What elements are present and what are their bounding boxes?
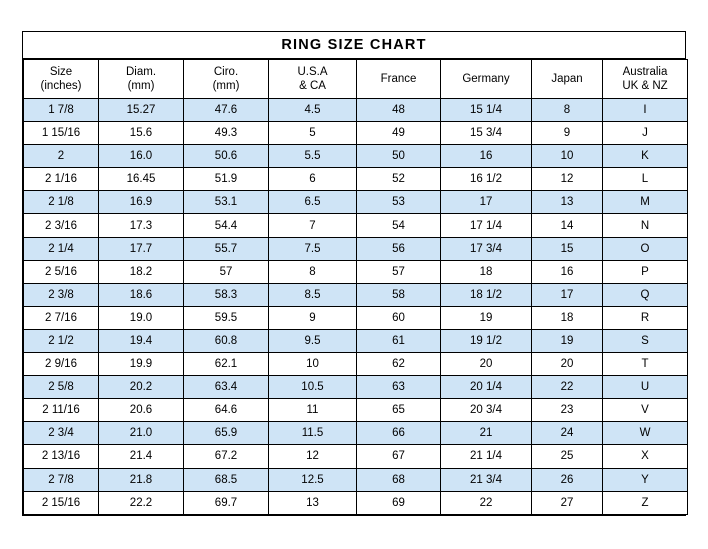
- table-cell: J: [603, 122, 688, 145]
- ring-size-chart: [22, 31, 686, 516]
- table-cell: 9: [269, 306, 357, 329]
- table-cell: 2 1/16: [24, 168, 99, 191]
- table-cell: 49: [357, 122, 441, 145]
- table-cell: 22: [532, 376, 603, 399]
- column-header-5: [441, 60, 532, 99]
- column-header-line-1: Size: [49, 65, 73, 78]
- table-cell: 64.6: [184, 399, 269, 422]
- table-cell: 60: [357, 306, 441, 329]
- table-cell: 21: [441, 422, 532, 445]
- table-cell: 2 5/16: [24, 260, 99, 283]
- table-row: [24, 122, 688, 145]
- table-cell: 19: [532, 329, 603, 352]
- table-cell: 65: [357, 399, 441, 422]
- table-cell: 23: [532, 399, 603, 422]
- table-cell: 17: [441, 191, 532, 214]
- column-header-line-1: U.S.A: [297, 65, 328, 78]
- table-row: [24, 491, 688, 514]
- column-header-0: [24, 60, 99, 99]
- table-row: [24, 468, 688, 491]
- table-cell: 20 1/4: [441, 376, 532, 399]
- column-header-line-2: UK & NZ: [622, 80, 668, 92]
- table-row: [24, 168, 688, 191]
- table-row: [24, 237, 688, 260]
- table-cell: L: [603, 168, 688, 191]
- column-header-line-1: France: [380, 72, 417, 85]
- table-cell: 18: [441, 260, 532, 283]
- table-cell: 26: [532, 468, 603, 491]
- table-cell: 56: [357, 237, 441, 260]
- table-cell: U: [603, 376, 688, 399]
- table-cell: 2 13/16: [24, 445, 99, 468]
- table-cell: 5: [269, 122, 357, 145]
- table-cell: 21.8: [99, 468, 184, 491]
- table-row: [24, 191, 688, 214]
- table-row: [24, 99, 688, 122]
- table-cell: 17.3: [99, 214, 184, 237]
- table-cell: 47.6: [184, 99, 269, 122]
- table-cell: 8: [269, 260, 357, 283]
- table-cell: V: [603, 399, 688, 422]
- table-cell: 2 3/8: [24, 283, 99, 306]
- table-cell: M: [603, 191, 688, 214]
- table-cell: 16.0: [99, 145, 184, 168]
- table-cell: 16: [441, 145, 532, 168]
- table-cell: 67.2: [184, 445, 269, 468]
- table-cell: 50: [357, 145, 441, 168]
- table-header: [24, 60, 688, 99]
- table-cell: 68.5: [184, 468, 269, 491]
- table-cell: K: [603, 145, 688, 168]
- column-header-line-1: Ciro.: [213, 65, 239, 78]
- column-header-line-2: & CA: [299, 80, 326, 92]
- table-cell: 2: [24, 145, 99, 168]
- table-cell: 69.7: [184, 491, 269, 514]
- table-cell: 7.5: [269, 237, 357, 260]
- table-cell: 15 3/4: [441, 122, 532, 145]
- table-cell: W: [603, 422, 688, 445]
- table-cell: T: [603, 353, 688, 376]
- table-row: [24, 399, 688, 422]
- table-cell: 62.1: [184, 353, 269, 376]
- table-cell: 20: [532, 353, 603, 376]
- table-cell: 4.5: [269, 99, 357, 122]
- table-cell: 22: [441, 491, 532, 514]
- table-cell: 17 3/4: [441, 237, 532, 260]
- table-cell: 20.2: [99, 376, 184, 399]
- table-cell: 9.5: [269, 329, 357, 352]
- table-cell: 2 1/8: [24, 191, 99, 214]
- table-cell: X: [603, 445, 688, 468]
- table-cell: 20: [441, 353, 532, 376]
- table-cell: 11: [269, 399, 357, 422]
- table-row: [24, 445, 688, 468]
- table-cell: 1 7/8: [24, 99, 99, 122]
- column-header-line-2: (mm): [127, 80, 155, 92]
- table-cell: 19.9: [99, 353, 184, 376]
- table-cell: 2 1/2: [24, 329, 99, 352]
- table-cell: Y: [603, 468, 688, 491]
- table-cell: 22.2: [99, 491, 184, 514]
- table-cell: 7: [269, 214, 357, 237]
- table-cell: 21 1/4: [441, 445, 532, 468]
- table-cell: 24: [532, 422, 603, 445]
- table-cell: 20.6: [99, 399, 184, 422]
- table-cell: 2 9/16: [24, 353, 99, 376]
- table-cell: 21.0: [99, 422, 184, 445]
- table-row: [24, 260, 688, 283]
- table-cell: 69: [357, 491, 441, 514]
- column-header-line-1: Diam.: [125, 65, 157, 78]
- table-cell: 19.4: [99, 329, 184, 352]
- table-cell: 54: [357, 214, 441, 237]
- table-cell: 18: [532, 306, 603, 329]
- table-cell: I: [603, 99, 688, 122]
- table-cell: 9: [532, 122, 603, 145]
- column-header-4: [357, 60, 441, 99]
- table-cell: 66: [357, 422, 441, 445]
- table-cell: 2 3/16: [24, 214, 99, 237]
- table-cell: 2 5/8: [24, 376, 99, 399]
- table-cell: 8: [532, 99, 603, 122]
- table-cell: 27: [532, 491, 603, 514]
- chart-title: RING SIZE CHART: [23, 32, 685, 59]
- table-cell: 60.8: [184, 329, 269, 352]
- table-cell: 15 1/4: [441, 99, 532, 122]
- column-header-1: [99, 60, 184, 99]
- table-body: [24, 99, 688, 515]
- table-cell: 53.1: [184, 191, 269, 214]
- table-cell: 10.5: [269, 376, 357, 399]
- table-row: [24, 329, 688, 352]
- table-cell: 15.6: [99, 122, 184, 145]
- table-cell: 25: [532, 445, 603, 468]
- table-cell: 2 3/4: [24, 422, 99, 445]
- table-cell: 8.5: [269, 283, 357, 306]
- table-row: [24, 145, 688, 168]
- table-cell: 16 1/2: [441, 168, 532, 191]
- table-cell: 61: [357, 329, 441, 352]
- table-cell: R: [603, 306, 688, 329]
- table-cell: N: [603, 214, 688, 237]
- table-cell: 67: [357, 445, 441, 468]
- table-cell: 68: [357, 468, 441, 491]
- table-cell: 16.9: [99, 191, 184, 214]
- table-cell: 63.4: [184, 376, 269, 399]
- table-cell: 62: [357, 353, 441, 376]
- table-cell: 2 15/16: [24, 491, 99, 514]
- table-cell: 2 1/4: [24, 237, 99, 260]
- column-header-line-2: (mm): [212, 80, 240, 92]
- table-cell: 17: [532, 283, 603, 306]
- table-cell: 1 15/16: [24, 122, 99, 145]
- table-cell: 15: [532, 237, 603, 260]
- table-cell: 2 11/16: [24, 399, 99, 422]
- table-cell: 12: [532, 168, 603, 191]
- table-row: [24, 376, 688, 399]
- table-cell: 65.9: [184, 422, 269, 445]
- table-cell: 55.7: [184, 237, 269, 260]
- table-cell: 57: [184, 260, 269, 283]
- table-cell: 13: [269, 491, 357, 514]
- table-cell: 57: [357, 260, 441, 283]
- table-cell: 20 3/4: [441, 399, 532, 422]
- table-cell: 53: [357, 191, 441, 214]
- table-cell: 19 1/2: [441, 329, 532, 352]
- table-cell: 18.6: [99, 283, 184, 306]
- table-cell: 14: [532, 214, 603, 237]
- column-header-line-2: (inches): [40, 80, 82, 92]
- table-header-row: [24, 60, 688, 99]
- table-row: [24, 214, 688, 237]
- table-cell: 51.9: [184, 168, 269, 191]
- table-cell: 6: [269, 168, 357, 191]
- table-cell: Z: [603, 491, 688, 514]
- table-cell: 48: [357, 99, 441, 122]
- column-header-line-1: Japan: [551, 72, 583, 85]
- table-cell: O: [603, 237, 688, 260]
- column-header-line-1: Australia: [622, 65, 668, 78]
- table-row: [24, 283, 688, 306]
- table-cell: 10: [532, 145, 603, 168]
- table-cell: 13: [532, 191, 603, 214]
- table-cell: 52: [357, 168, 441, 191]
- table-cell: 6.5: [269, 191, 357, 214]
- table-cell: 49.3: [184, 122, 269, 145]
- table-cell: 59.5: [184, 306, 269, 329]
- column-header-line-1: Germany: [462, 72, 510, 85]
- table-cell: 12.5: [269, 468, 357, 491]
- table-cell: 18 1/2: [441, 283, 532, 306]
- table-cell: 18.2: [99, 260, 184, 283]
- table-cell: 15.27: [99, 99, 184, 122]
- table-cell: 19: [441, 306, 532, 329]
- table-cell: 50.6: [184, 145, 269, 168]
- table-row: [24, 422, 688, 445]
- table-row: [24, 353, 688, 376]
- table-cell: 11.5: [269, 422, 357, 445]
- table-cell: 12: [269, 445, 357, 468]
- table-cell: 21.4: [99, 445, 184, 468]
- table-cell: 19.0: [99, 306, 184, 329]
- column-header-3: [269, 60, 357, 99]
- table-cell: 58: [357, 283, 441, 306]
- table-cell: 16.45: [99, 168, 184, 191]
- column-header-2: [184, 60, 269, 99]
- table-cell: 54.4: [184, 214, 269, 237]
- table-cell: 10: [269, 353, 357, 376]
- ring-size-table: [23, 59, 688, 515]
- column-header-7: [603, 60, 688, 99]
- table-cell: 17.7: [99, 237, 184, 260]
- table-cell: 63: [357, 376, 441, 399]
- table-cell: S: [603, 329, 688, 352]
- table-cell: 2 7/16: [24, 306, 99, 329]
- table-cell: P: [603, 260, 688, 283]
- table-cell: 16: [532, 260, 603, 283]
- table-cell: Q: [603, 283, 688, 306]
- table-cell: 58.3: [184, 283, 269, 306]
- table-cell: 5.5: [269, 145, 357, 168]
- column-header-6: [532, 60, 603, 99]
- table-row: [24, 306, 688, 329]
- table-cell: 2 7/8: [24, 468, 99, 491]
- table-cell: 17 1/4: [441, 214, 532, 237]
- table-cell: 21 3/4: [441, 468, 532, 491]
